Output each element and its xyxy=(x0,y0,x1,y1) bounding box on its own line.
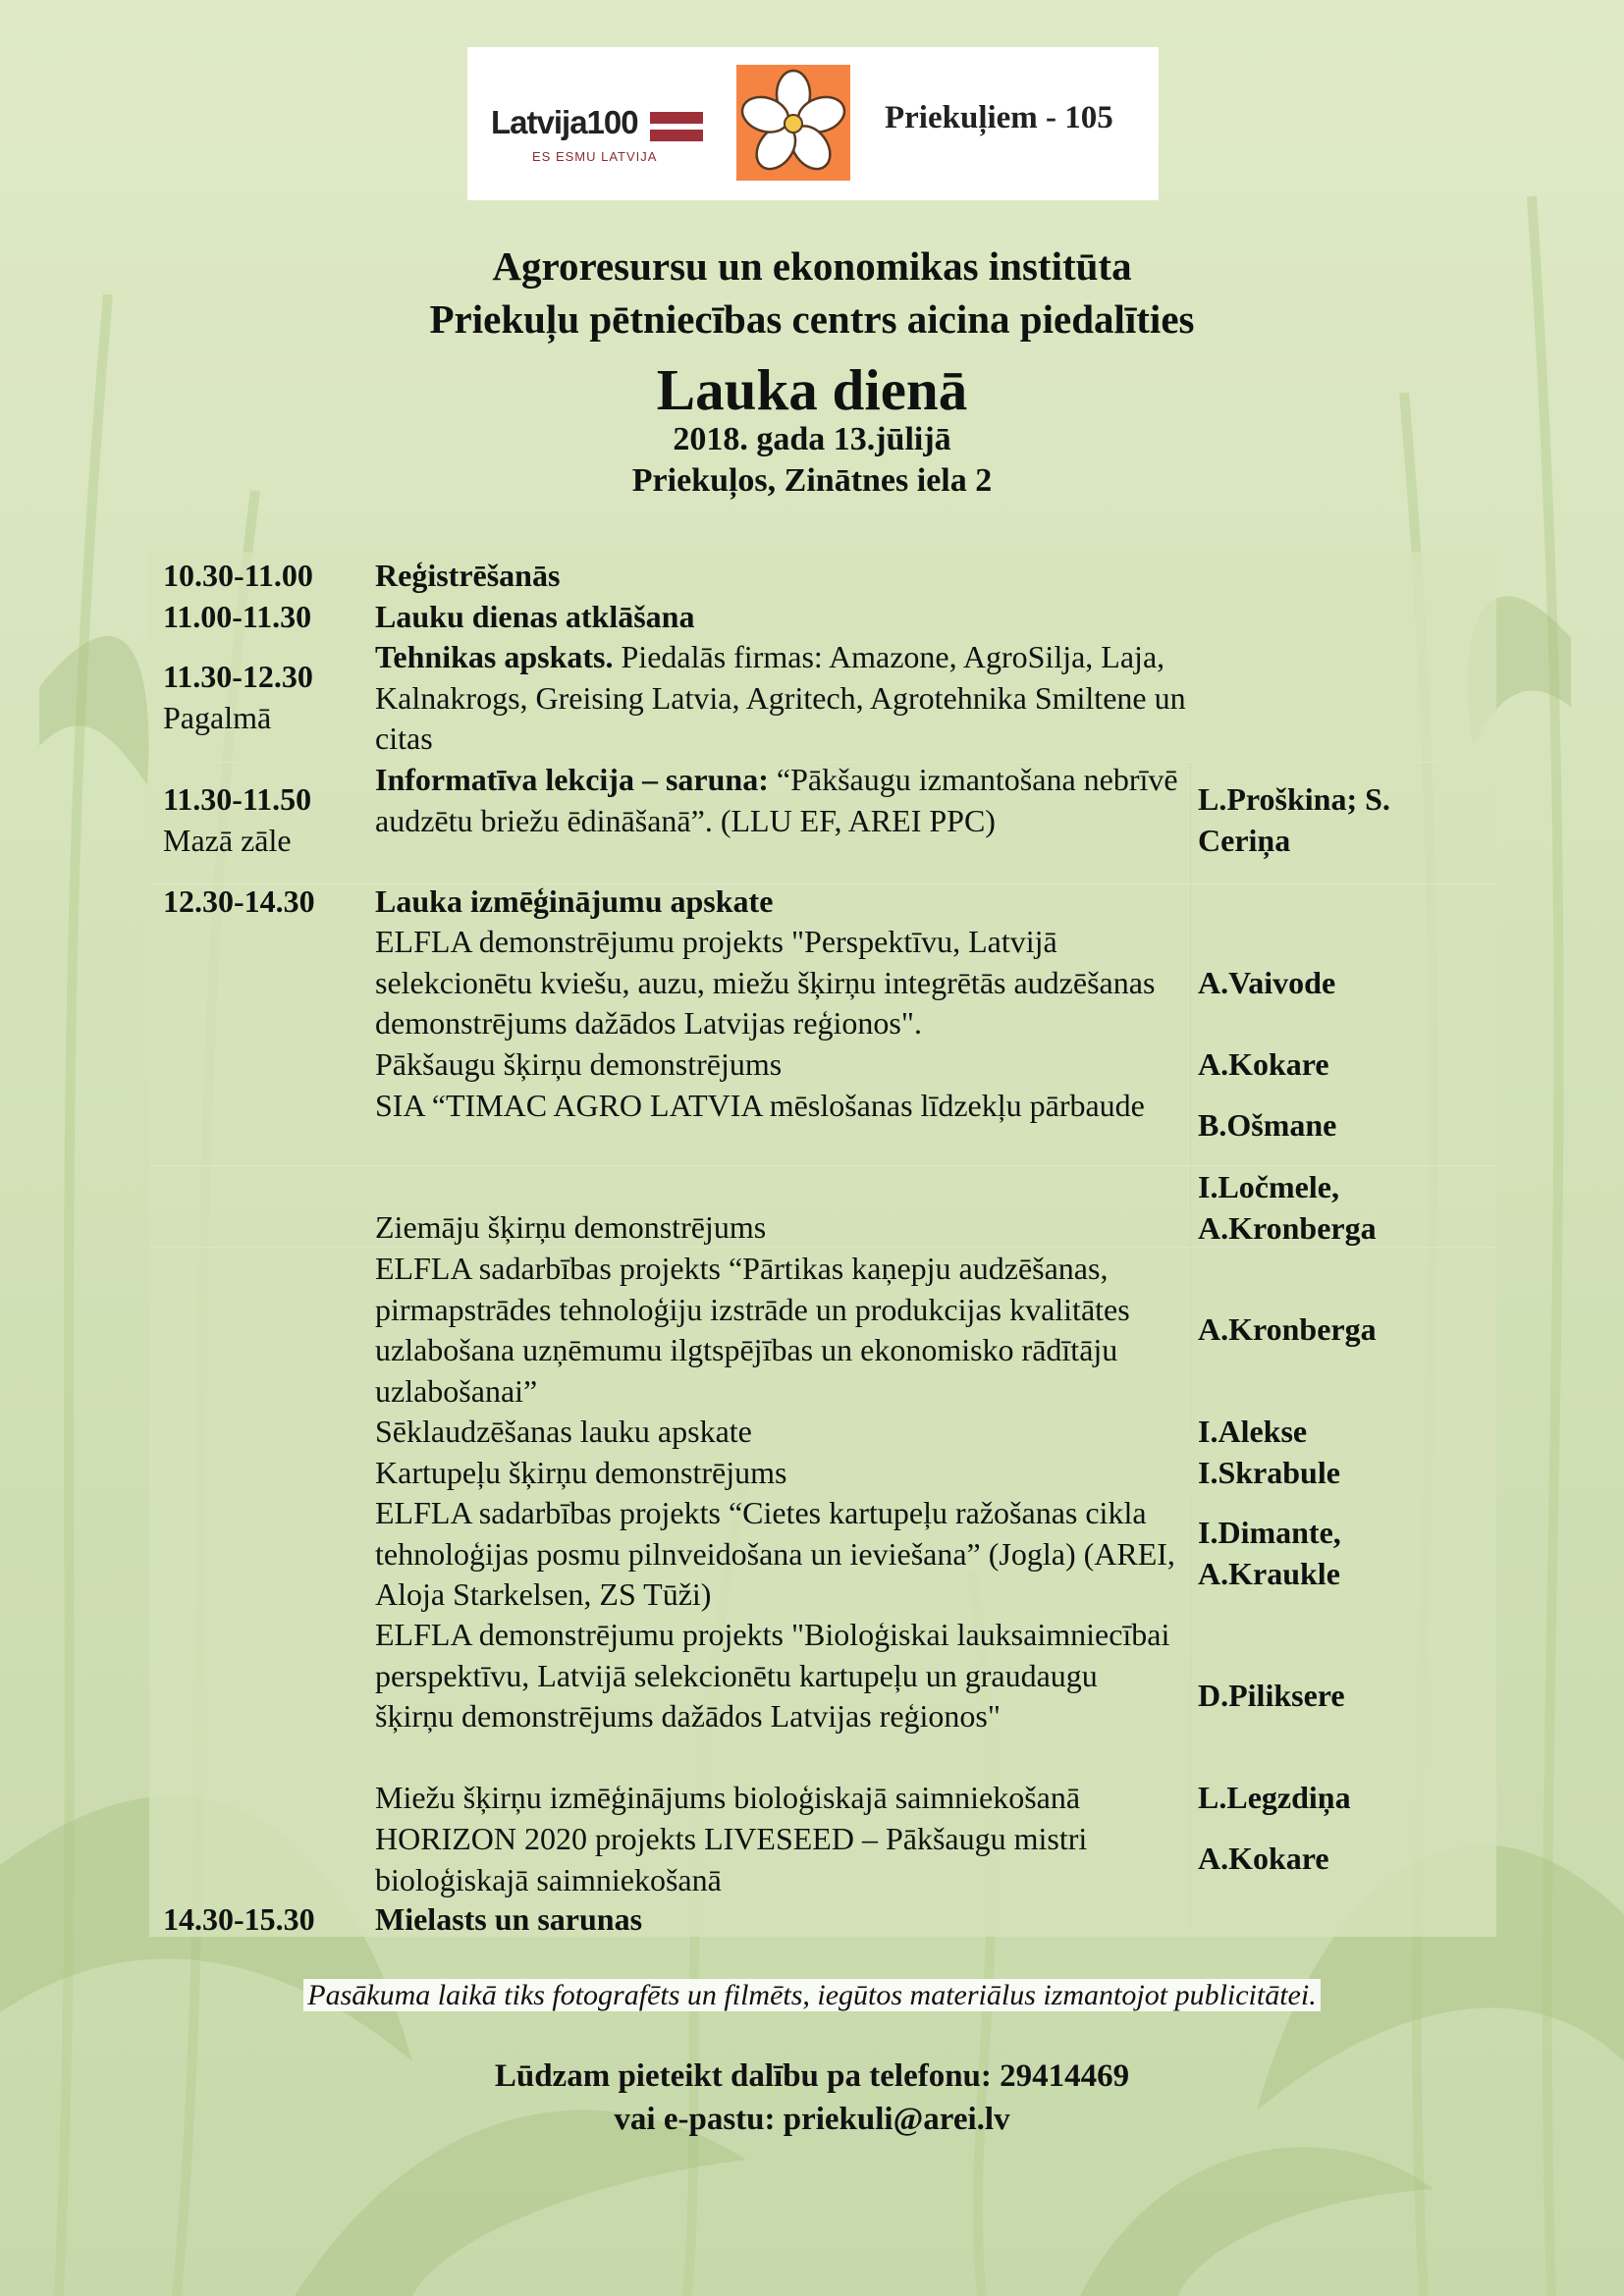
row-description xyxy=(375,637,1190,760)
row-title: Mielasts un sarunas xyxy=(375,1901,643,1937)
row-responsible: I.Dimante, A.Kraukle xyxy=(1198,1515,1341,1591)
row-text: Ziemāju šķirņu demonstrējums xyxy=(375,1209,767,1245)
row-text: Pākšaugu šķirņu demonstrējums xyxy=(375,1046,783,1082)
row-time: 14.30-15.30 xyxy=(163,1901,315,1937)
latvia-flag-icon xyxy=(650,112,703,141)
program-table xyxy=(149,553,1496,1937)
latvija-100-subtext: ES ESMU LATVIJA xyxy=(532,149,658,164)
row-responsible: B.Ošmane xyxy=(1198,1107,1337,1143)
flower-icon xyxy=(736,65,850,181)
row-title: Informatīva lekcija – saruna: xyxy=(375,762,769,797)
row-responsible: A.Kokare xyxy=(1198,1046,1329,1082)
row-responsible: A.Vaivode xyxy=(1198,965,1336,1000)
row-time: 11.00-11.30 xyxy=(163,599,312,634)
row-time: 11.30-11.50 xyxy=(163,781,312,817)
row-title: Reģistrēšanās xyxy=(375,558,561,593)
row-text: ELFLA demonstrējumu projekts "Perspektīvu, Latvijā selekcionētu kviešu, auzu, miežu šķirņu integrētās audzēšanas demonstrējums dažādos Latvijas reģionos". xyxy=(375,924,1156,1041)
contact-email-line: vai e-pastu: priekuli@arei.lv xyxy=(614,2102,1010,2137)
row-text: ELFLA sadarbības projekts “Cietes kartupeļu ražošanas cikla tehnoloģijas posmu pilnveidošana un ieviešana” (Jogla) (AREI, Aloja Starkelsen, ZS Tūži) xyxy=(375,1495,1175,1612)
row-time: 12.30-14.30 xyxy=(163,883,315,919)
row-divider xyxy=(149,1247,1496,1248)
row-responsible: L.Legzdiņa xyxy=(1198,1780,1351,1815)
row-text: SIA “TIMAC AGRO LATVIA mēslošanas līdzekļu pārbaude xyxy=(375,1088,1145,1123)
flower-logo xyxy=(736,65,850,181)
event-date: 2018. gada 13.jūlijā xyxy=(673,421,951,457)
row-text: Kartupeļu šķirņu demonstrējums xyxy=(375,1455,787,1490)
row-text: Miežu šķirņu izmēģinājums bioloģiskajā saimniekošanā xyxy=(375,1780,1081,1815)
latvija-100-wordmark: Latvija100 xyxy=(491,104,638,140)
row-text: ELFLA sadarbības projekts “Pārtikas kaņepju audzēšanas, pirmapstrādes tehnoloģiju izstrāde un produkcijas kvalitātes uzlabošana uzņēmumu ilgtspējības un ekonomisko rādītāju uzlabošanai” xyxy=(375,1251,1130,1409)
institution-line-2: Priekuļu pētniecības centrs aicina piedalīties xyxy=(429,296,1195,342)
row-text: Sēklaudzēšanas lauku apskate xyxy=(375,1414,752,1449)
row-time: 11.30-12.30 xyxy=(163,659,313,694)
contact-phone-line: Lūdzam pieteikt dalību pa telefonu: 29414469 xyxy=(494,2058,1130,2094)
row-responsible: I.Ločmele, A.Kronberga xyxy=(1198,1169,1377,1246)
row-text: ELFLA demonstrējumu projekts "Bioloģiskai lauksaimniecībai perspektīvu, Latvijā selekcionētu kartupeļu un graudaugu šķirņu demonstrējums dažādos Latvijas reģionos" xyxy=(375,1617,1170,1734)
institution-line-1: Agroresursu un ekonomikas institūta xyxy=(492,243,1132,289)
row-title: Lauka izmēģinājumu apskate xyxy=(375,883,774,919)
logo-band xyxy=(467,47,1159,200)
row-time-block xyxy=(163,779,377,861)
row-responsible: A.Kokare xyxy=(1198,1841,1329,1876)
row-responsible: A.Kronberga xyxy=(1198,1311,1377,1347)
row-time: 10.30-11.00 xyxy=(163,558,313,593)
row-location: Mazā zāle xyxy=(163,822,292,858)
row-responsible: L.Proškina; S. Ceriņa xyxy=(1198,781,1390,858)
row-text: “Pākšaugu izmantošana nebrīvē audzētu briežu ēdināšanā”. (LLU EF, AREI PPC) xyxy=(375,762,1178,838)
row-text: Piedalās firmas: Amazone, AgroSilja, Laja, Kalnakrogs, Greising Latvia, Agritech, Agrotehnika Smiltene un citas xyxy=(375,639,1186,756)
row-responsible: I.Alekse xyxy=(1198,1414,1308,1449)
column-divider xyxy=(1190,763,1191,1432)
priekuli-anniversary-text: Priekuļiem - 105 xyxy=(885,100,1113,135)
latvija-100-logo xyxy=(481,104,717,173)
row-text: HORIZON 2020 projekts LIVESEED – Pākšaugu mistri bioloģiskajā saimniekošanā xyxy=(375,1821,1088,1897)
row-responsible: I.Skrabule xyxy=(1198,1455,1340,1490)
event-title: Lauka dienā xyxy=(656,357,968,422)
row-time-block xyxy=(163,657,377,738)
row-description xyxy=(375,760,1180,841)
publicity-note-text: Pasākuma laikā tiks fotografēts un filmēts, iegūtos materiālus izmantojot publicitātei. xyxy=(303,1979,1320,2011)
row-responsible: D.Piliksere xyxy=(1198,1678,1345,1713)
row-location: Pagalmā xyxy=(163,699,272,735)
row-title: Lauku dienas atklāšana xyxy=(375,599,695,634)
column-divider xyxy=(1190,1495,1191,1927)
row-title: Tehnikas apskats. xyxy=(375,639,614,674)
publicity-note xyxy=(0,1979,1624,2012)
event-place: Priekuļos, Zinātnes iela 2 xyxy=(631,462,993,499)
row-divider xyxy=(149,1165,1496,1166)
